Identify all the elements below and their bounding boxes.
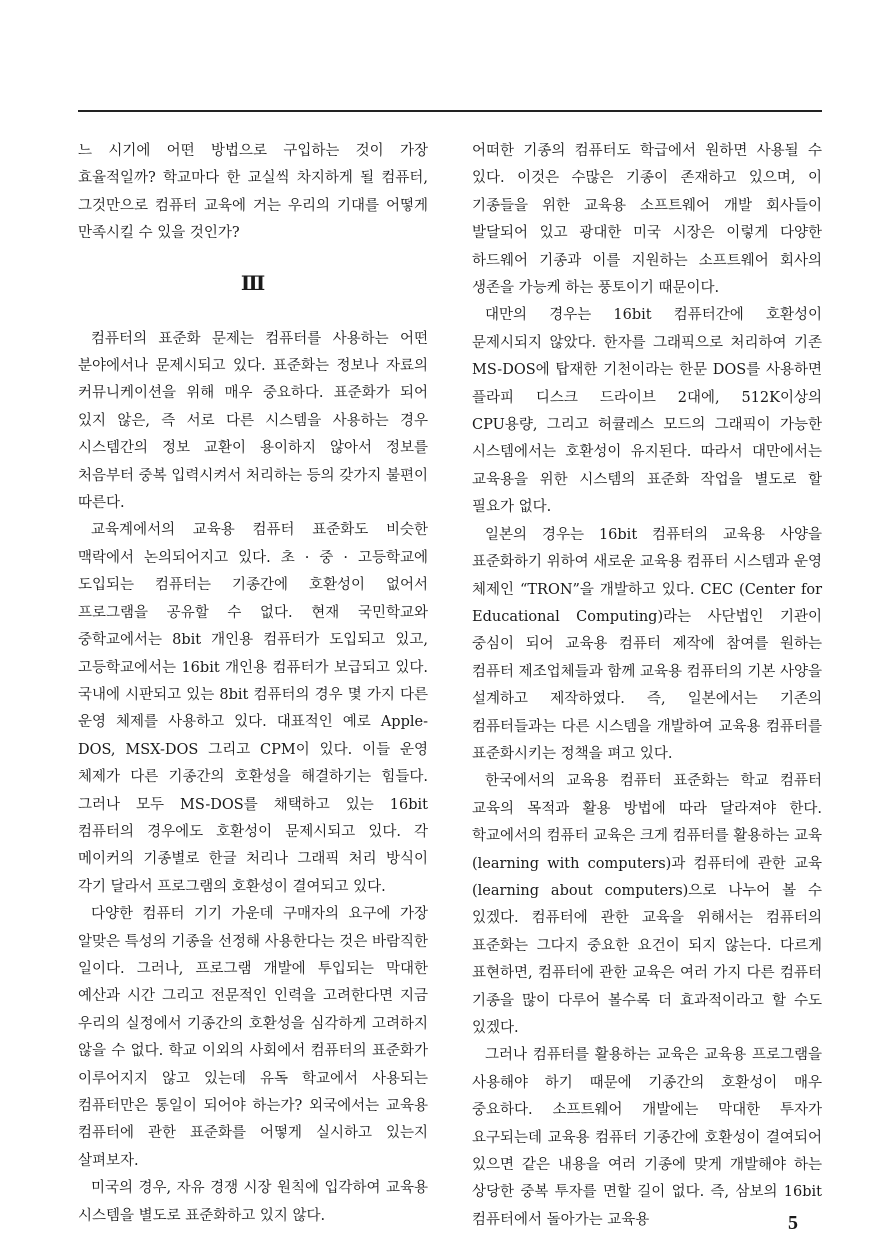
paragraph: 일본의 경우는 16bit 컴퓨터의 교육용 사양을 표준화하기 위하여 새로운 교육용 컴퓨터 시스템과 운영 체제인 “TRON”을 개발하고 있다. CEC (Center for Educational Computing)라는 사단법인 기관이 중심이 되어 교육용 컴퓨터 제작에 참여를 원하는 컴퓨터 제조업체들과 함께 교육용 컴퓨터의 기본 사양을 설계하고 제작하였다. 즉, 일본에서는 기존의 컴퓨터들과는 다른 시스템을 개발하여 교육용 컴퓨터를 표준화시키는 정책을 펴고 있다. [472,526,822,762]
header-rule [78,110,822,112]
paragraph: 그러나 컴퓨터를 활용하는 교육은 교육용 프로그램을 사용해야 하기 때문에 기종간의 호환성이 매우 중요하다. 소프트웨어 개발에는 막대한 투자가 요구되는데 교육용 컴퓨터 기종간에 호환성이 결여되어 있으면 같은 내용을 여러 기종에 맞게 개발해야 하는 상당한 중복 투자를 면할 길이 없다. 즉, 삼보의 16bit 컴퓨터에서 돌아가는 교육용 [472,1047,822,1228]
page-number: 5 [788,1212,798,1234]
paragraph: 컴퓨터의 표준화 문제는 컴퓨터를 사용하는 어떤 분야에서나 문제시되고 있다. 표준화는 정보나 자료의 커뮤니케이션을 위해 매우 중요하다. 표준화가 되어 있지 않은, 즉 서로 다른 시스템을 사용하는 경우 시스템간의 정보 교환이 용이하지 않아서 정보를 처음부터 중복 입력시켜서 처리하는 등의 갖가지 불편이 따른다. [78,330,428,512]
paragraph: 다양한 컴퓨터 기기 가운데 구매자의 요구에 가장 알맞은 특성의 기종을 선정해 사용한다는 것은 바람직한 일이다. 그러나, 프로그램 개발에 투입되는 막대한 예산과 시간 그리고 전문적인 인력을 고려한다면 지금 우리의 실정에서 기종간의 호환성을 심각하게 고려하지 않을 수 없다. 학교 이외의 사회에서 컴퓨터의 표준화가 이루어지지 않고 있는데 유독 학교에서 사용되는 컴퓨터만은 통일이 되어야 하는가? 외국에서는 교육용 컴퓨터에 관한 표준화를 어떻게 실시하고 있는지 살펴보자. [78,906,428,1169]
paragraph: 미국의 경우, 자유 경쟁 시장 원칙에 입각하여 교육용 시스템을 별도로 표준화하고 있지 않다. [78,1180,428,1224]
paragraph: 한국에서의 교육용 컴퓨터 표준화는 학교 컴퓨터 교육의 목적과 활용 방법에 따라 달라져야 한다. 학교에서의 컴퓨터 교육은 크게 컴퓨터를 활용하는 교육(learning with computers)과 컴퓨터에 관한 교육(learning about computers)으로 나누어 볼 수 있겠다. 컴퓨터에 관한 교육을 위해서는 컴퓨터의 표준화는 그다지 중요한 요건이 되지 않는다. 다르게 표현하면, 컴퓨터에 관한 교육은 여러 가지 다른 컴퓨터 기종을 많이 다루어 볼수록 더 효과적이라고 할 수도 있겠다. [472,773,822,1036]
section-heading: Ⅲ [240,270,266,295]
paragraph: 느 시기에 어떤 방법으로 구입하는 것이 가장 효율적일까? 학교마다 한 교실씩 차지하게 될 컴퓨터, 그것만으로 컴퓨터 교육에 거는 우리의 기대를 어떻게 만족시킬 수 있을 것인가? [78,143,428,242]
right-column [472,138,822,1234]
paragraph: 교육계에서의 교육용 컴퓨터 표준화도 비슷한 맥락에서 논의되어지고 있다. 초 · 중 · 고등학교에 도입되는 컴퓨터는 기종간에 호환성이 없어서 프로그램을 공유할 수 없다. 현재 국민학교와 중학교에서는 8bit 개인용 컴퓨터가 도입되고 있고, 고등학교에서는 16bit 개인용 컴퓨터가 보급되고 있다. 국내에 시판되고 있는 8bit 컴퓨터의 경우 몇 가지 다른 운영 체제를 사용하고 있다. 대표적인 예로 Apple-DOS, MSX-DOS 그리고 CPM이 있다. 이들 운영 체제가 다른 기종간의 호환성을 해결하기는 힘들다. 그러나 모두 MS-DOS를 채택하고 있는 16bit 컴퓨터의 경우에도 호환성이 문제시되고 있다. 각 메이커의 기종별로 한글 처리나 그래픽 처리 방식이 각기 달라서 프로그램의 호환성이 결여되고 있다. [78,522,428,895]
left-column [78,138,428,1230]
paragraph: 대만의 경우는 16bit 컴퓨터간에 호환성이 문제시되지 않았다. 한자를 그래픽으로 처리하여 기존 MS-DOS에 탑재한 기천이라는 한문 DOS를 사용하면 플라피 디스크 드라이브 2대에, 512K이상의 CPU용량, 그리고 허큘레스 모드의 그래픽이 가능한 시스템에서는 호환성이 유지된다. 따라서 대만에서는 교육용을 위한 시스템의 표준화 작업을 별도로 할 필요가 없다. [472,307,822,516]
paragraph: 어떠한 기종의 컴퓨터도 학급에서 원하면 사용될 수 있다. 이것은 수많은 기종이 존재하고 있으며, 이 기종들을 위한 교육용 소프트웨어 개발 회사들이 발달되어 있고 광대한 미국 시장은 이렇게 다양한 하드웨어 기종과 이를 지원하는 소프트웨어 회사의 생존을 가능케 하는 풍토이기 때문이다. [472,143,822,297]
